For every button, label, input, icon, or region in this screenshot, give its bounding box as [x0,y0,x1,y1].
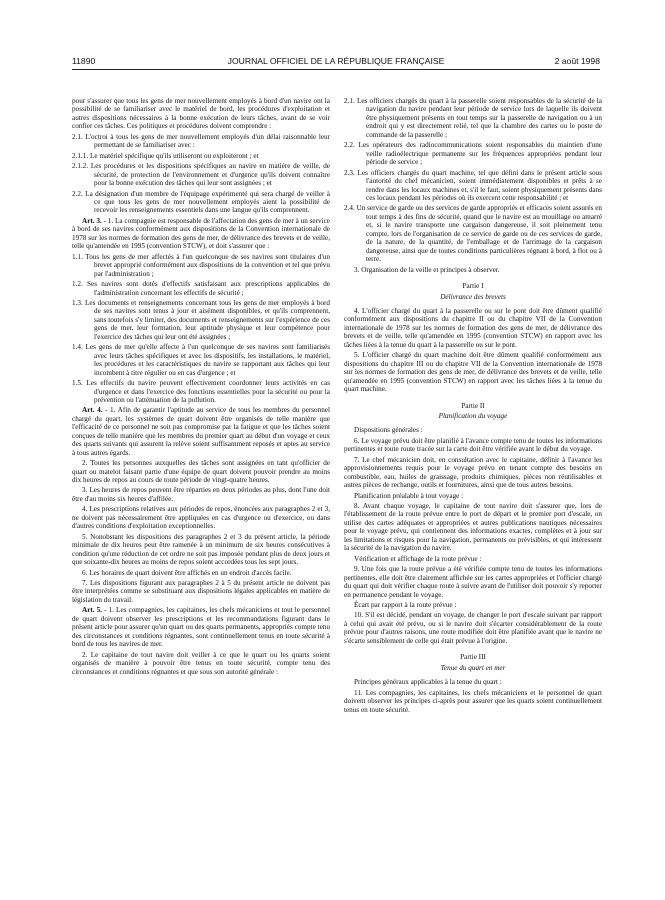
paragraph: pour s'assurer que tous les gens de mer nouvellement employés à bord d'un navire ont la possibilité de se familiariser avec le matériel de bord, les procédures d'exploitation et autres dispositions nécessaires à la bonne exécution de leurs tâches, avant de se voir confier ces tâches. Ces politiques et procédures doivent comprendre : [72,97,330,131]
list-item: 2.3. Les officiers chargés du quart machine, tel que défini dans le présent article sous l'autorité du chef mécanicien, soient immédiatement disponibles et prêts à se rendre dans les locaux machines et, s'il le faut, soient physiquement présents dans ces locaux pendant les périodes où ils exercent cette responsabilité ; et [344,168,602,202]
article-text: - 1. Les compagnies, les capitaines, les chefs mécaniciens et tout le personnel de quart doivent observer les prescriptions et les recommandations figurant dans le présent article pour assurer qu'un quart ou des quarts permanents, appropriés compte tenu des circonstances et conditions régnantes, sont continuellement tenus en toute sécurité à bord de tous les navires de mer. [72,606,330,649]
list-item: 2.2. Les opérateurs des radiocommunications soient responsables du maintien d'une veille radioélectrique permanente sur les fréquences appropriées pendant leur période de service ; [344,141,602,167]
section-subtitle: Planification du voyage [438,411,508,420]
paragraph: 4. Les prescriptions relatives aux périodes de repos, énoncées aux paragraphes 2 et 3, ne doivent pas nécessairement être appliquées en cas d'urgence ou d'exercice, ou dans d'autres conditions d'exploitation exceptionnelles. [72,505,330,531]
list-item: 2.2. La désignation d'un membre de l'équipage expérimenté qui sera chargé de veiller à ce que tous les gens de mer nouvellement employés aient la possibilité de recevoir les renseignements essentiels dans une langue qu'ils comprennent. [72,189,330,215]
paragraph: Vérification et affichage de la route prévue : [354,554,482,563]
list-item: 1.1. Tous les gens de mer affectés à l'un quelconque de ses navires sont titulaires d'un brevet approprié conformément aux dispositions de la convention et tel que prévu par l'administration ; [72,252,330,278]
list-item: 2.1. Les officiers chargés du quart à la passerelle soient responsables de la sécurité de la navigation du navire pendant leur période de service lors de laquelle ils doivent être physiquement présents en tout temps sur la passerelle de navigation ou à un endroit qui y est directement relié, tel que la chambre des cartes ou le poste de commande de la passerelle ; [344,97,602,139]
paragraph: 6. Le voyage prévu doit être planifié à l'avance compte tenu de toutes les informations pertinentes et toute route tracée sur la carte doit être vérifiée avant le début du voyage. [344,436,602,454]
paragraph: 6. Les horaires de quart doivent être affichés en un endroit d'accès facile. [82,568,292,577]
paragraph: 2. Toutes les personnes auxquelles des tâches sont assignées en tant qu'officier de quart ou matelot faisant partie d'une équipe de quart doivent pouvoir prendre au moins dix heures de repos au cours de toute période de vingt-quatre heures. [72,459,330,485]
list-item: 1.4. Les gens de mer qu'elle affecte à l'un quelconque de ses navires sont familiarisés avec leurs tâches spécifiques et avec les dispositifs, les installations, le matériel, les procédures et les caractéristiques du navire se rapportant aux tâches qui leur incombent à titre régulier ou en cas d'urgence ; et [72,343,330,377]
list-item: 2.1. L'octroi à tous les gens de mer nouvellement employés d'un délai raisonnable leur permettant de se familiariser avec : [72,132,330,150]
page-number: 11890 [72,56,96,66]
paragraph: 3. Organisation de la veille et principes à observer. [354,265,500,274]
issue-date: 2 août 1998 [554,56,600,66]
article-label: Art. 3. [82,216,102,225]
paragraph: 7. Les dispositions figurant aux paragraphes 2 à 5 du présent article ne doivent pas être interprétées comme se substituant aux dispositions légales applicables en matière de législation du travail. [72,579,330,604]
section-subtitle: Délivrance des brevets [440,292,506,301]
paragraph: 4. L'officier chargé du quart à la passerelle ou sur le pont doit être dûment qualifié conformément aux dispositions du chapitre II ou du chapitre VII de la Convention internationale de 1978 sur les normes de formation des gens de mer, de délivrance des brevets et de veille, telle qu'amendée en 1995 (convention STCW) en rapport avec les tâches liées à la tenue du quart à la passerelle ou sur le pont. [344,306,602,349]
paragraph: Dispositions générales : [354,426,423,435]
header-rule [72,69,600,70]
left-column [72,97,330,892]
paragraph: 5. Nonobstant les dispositions des paragraphes 2 et 3 du présent article, la période minimale de dix heures peut être ramenée à un minimum de six heures consécutives à condition qu'une réduction de cet ordre ne soit pas imposée pendant plus de deux jours et que soixante-dix heures au moins de repos soient accordées tous les sept jours. [72,532,330,567]
section-heading: Partie I [462,282,484,291]
paragraph: 3. Les heures de repos peuvent être réparties en deux périodes au plus, dont l'une doit être d'au moins six heures d'affilée. [72,486,330,503]
article-text: - 1. Afin de garantir l'aptitude au service de tous les membres du personnel chargé du quart, les systèmes de quart doivent être organisés de telle manière que l'efficacité de ce personnel ne soit pas compromise par la fatigue et que les tâches soient conçues de telle manière que les membres du premier quart au début d'un voyage et ceux des quarts suivants qui assurent la relève soient suffisamment reposés et aptes au service à tous autres égards. [72,406,330,457]
section-heading: Partie III [460,653,486,662]
paragraph: 11. Les compagnies, les capitaines, les chefs mécaniciens et le personnel de quart doivent observer les principes ci-après pour assurer que les quarts soient continuellement tenus en toute sécurité. [344,688,602,714]
paragraph: 8. Avant chaque voyage, le capitaine de tout navire doit s'assurer que, lors de l'établissement de la route prévue entre le port de départ et le premier port d'escale, on utilise des cartes adéquates et appropriées et autres publications nautiques nécessaires pour le voyage prévu, qui contiennent des informations exactes, complètes et à jour sur les limitations et risques pour la navigation, permanents ou prévisibles, et qui intéressent la sécurité de la navigation du navire. [344,502,602,553]
paragraph: Principes généraux applicables à la tenue du quart : [354,678,502,687]
article-label: Art. 5. [82,606,103,615]
list-item: 2.4. Un service de garde ou des services de garde appropriés et efficaces soient assurés en tout temps à des fins de sécurité, quand que le navire est au mouillage ou amarré et, si le navire transporte une cargaison dangereuse, il soit pleinement tenu compte, lors de l'organisation de ce service de garde ou de ces services de garde, de la nature, de la quantité, de l'emballage et de l'arrimage de la cargaison dangereuse, ainsi que de toutes conditions particulières régnant à bord, à flot ou à terre. [344,204,602,264]
article-paragraph [72,217,330,251]
page-header [72,56,600,70]
article-paragraph [72,406,330,457]
article-paragraph [72,606,330,648]
list-item: 2.1.2. Les procédures et les dispositions spécifiques au navire en matière de veille, de sécurité, de protection de l'environnement et d'urgence qu'ils doivent connaître pour la bonne exécution des tâches qui leur sont assignées ; et [72,162,330,188]
list-item: 1.5. Les effectifs du navire peuvent effectivement coordonner leurs activités en cas d'urgence et dans l'exercice des fonctions essentielles pour la sécurité ou pour la prévention ou l'atténuation de la pollution. [72,379,330,404]
list-item: 1.3. Les documents et renseignements concernant tous les gens de mer employés à bord de ses navires sont tenus à jour et aisément disponibles, et qu'ils comprennent, sans toutefois s'y limiter, des documents et renseignements sur l'expérience de ces gens de mer, leur formation, leur aptitude physique et leur compétence pour l'exercice des tâches qui leur ont été assignées ; [72,298,330,341]
list-item: 2.1.1. Le matériel spécifique qu'ils utiliseront ou exploiteront ; et [72,151,259,160]
paragraph: 2. Le capitaine de tout navire doit veiller à ce que le quart ou les quarts soient organisés de manière à pouvoir être tenus en toute sécurité, compte tenu des circonstances et conditions régnantes et que sous son autorité générale : [72,650,330,676]
article-label: Art. 4. [82,406,103,415]
article-text: - 1. La compagnie est responsable de l'affectation des gens de mer à un service à bord de ses navires conformément aux dispositions de la Convention internationale de 1978 sur les normes de formation des gens de mer, de délivrance des brevets et de veille, telle qu'amendée en 1995 (convention STCW), et doit s'assurer que : [72,216,330,251]
paragraph: Écart par rapport à la route prévue : [354,601,457,610]
journal-title: JOURNAL OFFICIEL DE LA RÉPUBLIQUE FRANÇAISE [227,56,445,66]
paragraph: 7. Le chef mécanicien doit, en consultation avec le capitaine, définir à l'avance les approvisionnements requis pour le voyage prévu en tenant compte des besoins en combustible, eau, huiles de graissage, produits chimiques, pièces non réutilisables et autres pièces de rechange, outils et fournitures, ainsi que de tous autres besoins. [344,455,602,490]
section-heading: Partie II [461,401,485,410]
paragraph: Planification préalable à tout voyage : [354,491,464,500]
paragraph: 10. S'il est décidé, pendant un voyage, de changer le port d'escale suivant par rapport à celui qui avait été prévu, ou si le navire doit s'écarter considérablement de la route prévue pour d'autres raisons, une route modifiée doit être planifiée avant que le navire ne s'écarte sensiblement de celle qui était prévue à l'origine. [344,611,602,645]
right-column [344,97,602,892]
paragraph: 9. Une fois que la route prévue a été vérifiée compte tenu de toutes les informations pertinentes, elle doit être clairement affichée sur les cartes appropriées et l'officier chargé du quart qui doit vérifier chaque route à suivre avant de l'utiliser doit pouvoir s'y reporter en permanence pendant le voyage. [344,565,602,599]
section-subtitle: Tenue du quart en mer [440,663,506,672]
paragraph: 5. L'officier chargé du quart machine doit être dûment qualifié conformément aux dispositions du chapitre III ou du chapitre VII de la Convention internationale de 1978 sur les normes de formation des gens de mer, de délivrance des brevets et de veille, telle qu'amendée en 1995 (convention STCW) en rapport avec les tâches liées à la tenue du quart machine. [344,351,602,394]
list-item: 1.2. Ses navires sont dotés d'effectifs satisfaisant aux prescriptions applicables de l'administration concernant les effectifs de sécurité ; [72,280,330,297]
